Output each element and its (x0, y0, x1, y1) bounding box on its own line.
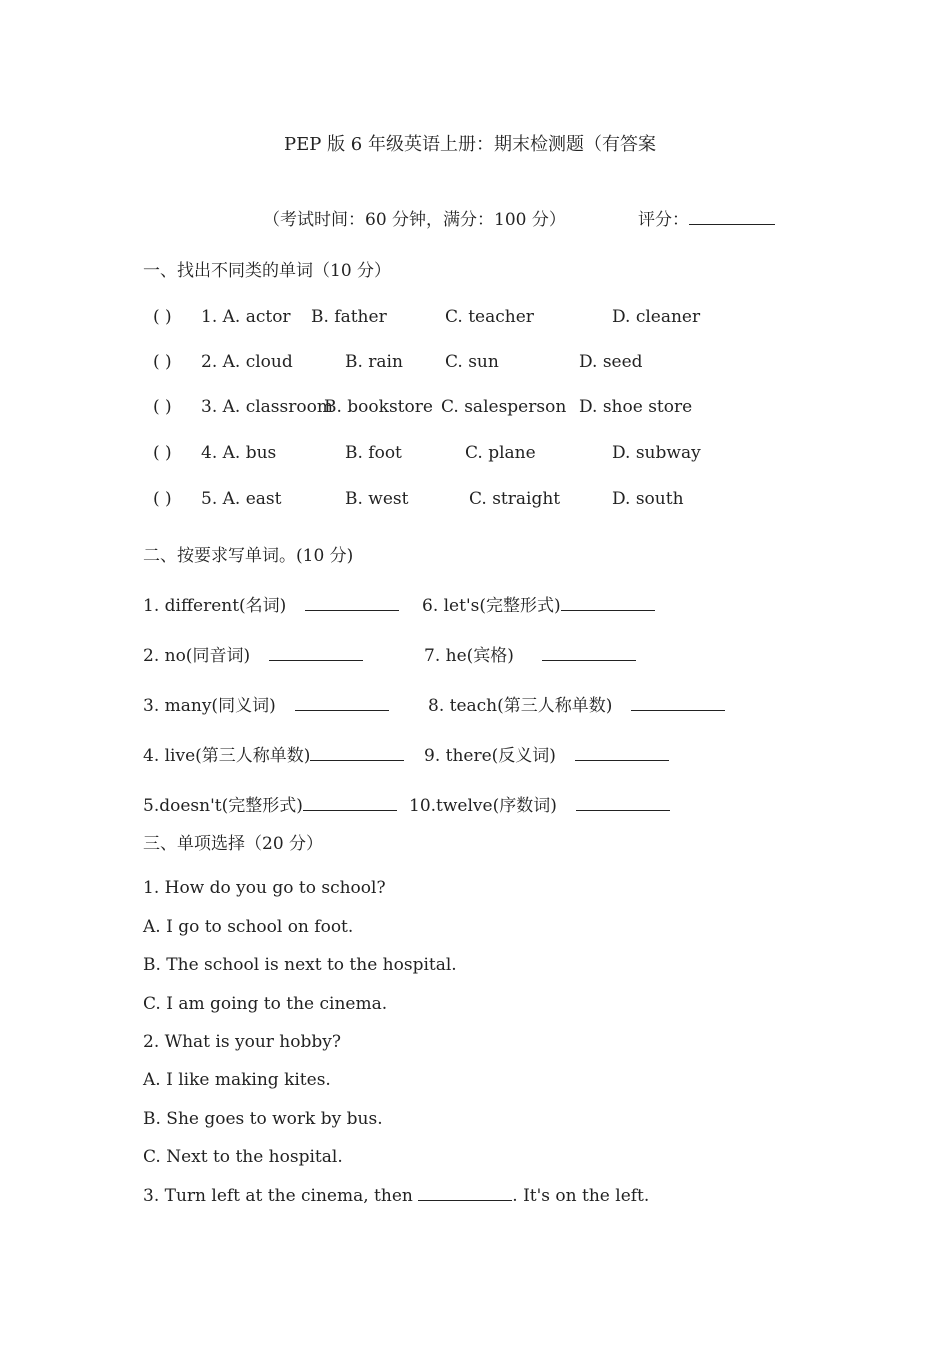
fill-item: 4. live(第三人称单数) (143, 745, 404, 767)
option-a: 3. A. classroom (201, 397, 333, 417)
fill-item: 9. there(反义词) (424, 745, 669, 767)
question-line: 1. How do you go to school? (143, 878, 386, 898)
question-line: 3. Turn left at the cinema, then . It's on the left. (143, 1186, 650, 1206)
answer-blank[interactable] (310, 746, 404, 761)
option-d: D. seed (579, 352, 643, 372)
option-line: A. I like making kites. (143, 1070, 331, 1090)
fill-item: 5.doesn't(完整形式) (143, 795, 397, 817)
answer-blank[interactable] (561, 596, 655, 611)
score-blank[interactable] (689, 210, 775, 225)
question-line: 2. What is your hobby? (143, 1032, 341, 1052)
answer-blank[interactable] (295, 696, 389, 711)
option-line: C. Next to the hospital. (143, 1147, 343, 1167)
option-d: D. subway (612, 443, 701, 463)
option-line: A. I go to school on foot. (143, 917, 354, 937)
option-a: 4. A. bus (201, 443, 277, 463)
option-d: D. cleaner (612, 307, 701, 327)
section-3-heading: 三、单项选择（20 分） (143, 834, 324, 854)
answer-blank[interactable] (305, 596, 399, 611)
option-b: B. rain (345, 352, 403, 372)
option-a: 2. A. cloud (201, 352, 293, 372)
exam-info: （考试时间：60 分钟，满分：100 分） (263, 210, 566, 230)
option-b: B. foot (345, 443, 402, 463)
answer-blank[interactable] (631, 696, 725, 711)
section-1-heading: 一、找出不同类的单词（10 分） (143, 261, 392, 281)
option-b: B. bookstore (324, 397, 433, 417)
option-c: C. plane (465, 443, 536, 463)
answer-bracket[interactable]: ( ) (153, 307, 172, 327)
score-field[interactable] (638, 209, 775, 231)
fill-item: 8. teach(第三人称单数) (428, 695, 725, 717)
option-line: C. I am going to the cinema. (143, 994, 388, 1014)
option-a: 1. A. actor (201, 307, 291, 327)
page-title: PEP 版 6 年级英语上册：期末检测题（有答案 (284, 134, 656, 155)
option-b: B. father (311, 307, 387, 327)
answer-bracket[interactable]: ( ) (153, 443, 172, 463)
option-line: B. The school is next to the hospital. (143, 955, 457, 975)
option-d: D. south (612, 489, 684, 509)
answer-bracket[interactable]: ( ) (153, 397, 172, 417)
fill-item: 3. many(同义词) (143, 695, 389, 717)
option-c: C. salesperson (441, 397, 567, 417)
answer-blank[interactable] (418, 1186, 512, 1201)
option-c: C. sun (445, 352, 499, 372)
option-a: 5. A. east (201, 489, 282, 509)
answer-blank[interactable] (269, 646, 363, 661)
fill-item: 6. let's(完整形式) (422, 595, 655, 617)
answer-blank[interactable] (542, 646, 636, 661)
answer-bracket[interactable]: ( ) (153, 489, 172, 509)
fill-item: 1. different(名词) (143, 595, 399, 617)
answer-blank[interactable] (303, 796, 397, 811)
score-label: 评分： (638, 210, 689, 230)
option-line: B. She goes to work by bus. (143, 1109, 383, 1129)
fill-item: 7. he(宾格) (424, 645, 636, 667)
answer-blank[interactable] (575, 746, 669, 761)
option-c: C. teacher (445, 307, 534, 327)
answer-bracket[interactable]: ( ) (153, 352, 172, 372)
option-b: B. west (345, 489, 409, 509)
option-c: C. straight (469, 489, 561, 509)
option-d: D. shoe store (579, 397, 693, 417)
fill-item: 10.twelve(序数词) (409, 795, 670, 817)
answer-blank[interactable] (576, 796, 670, 811)
fill-item: 2. no(同音词) (143, 645, 363, 667)
section-2-heading: 二、按要求写单词。(10 分) (143, 546, 354, 566)
